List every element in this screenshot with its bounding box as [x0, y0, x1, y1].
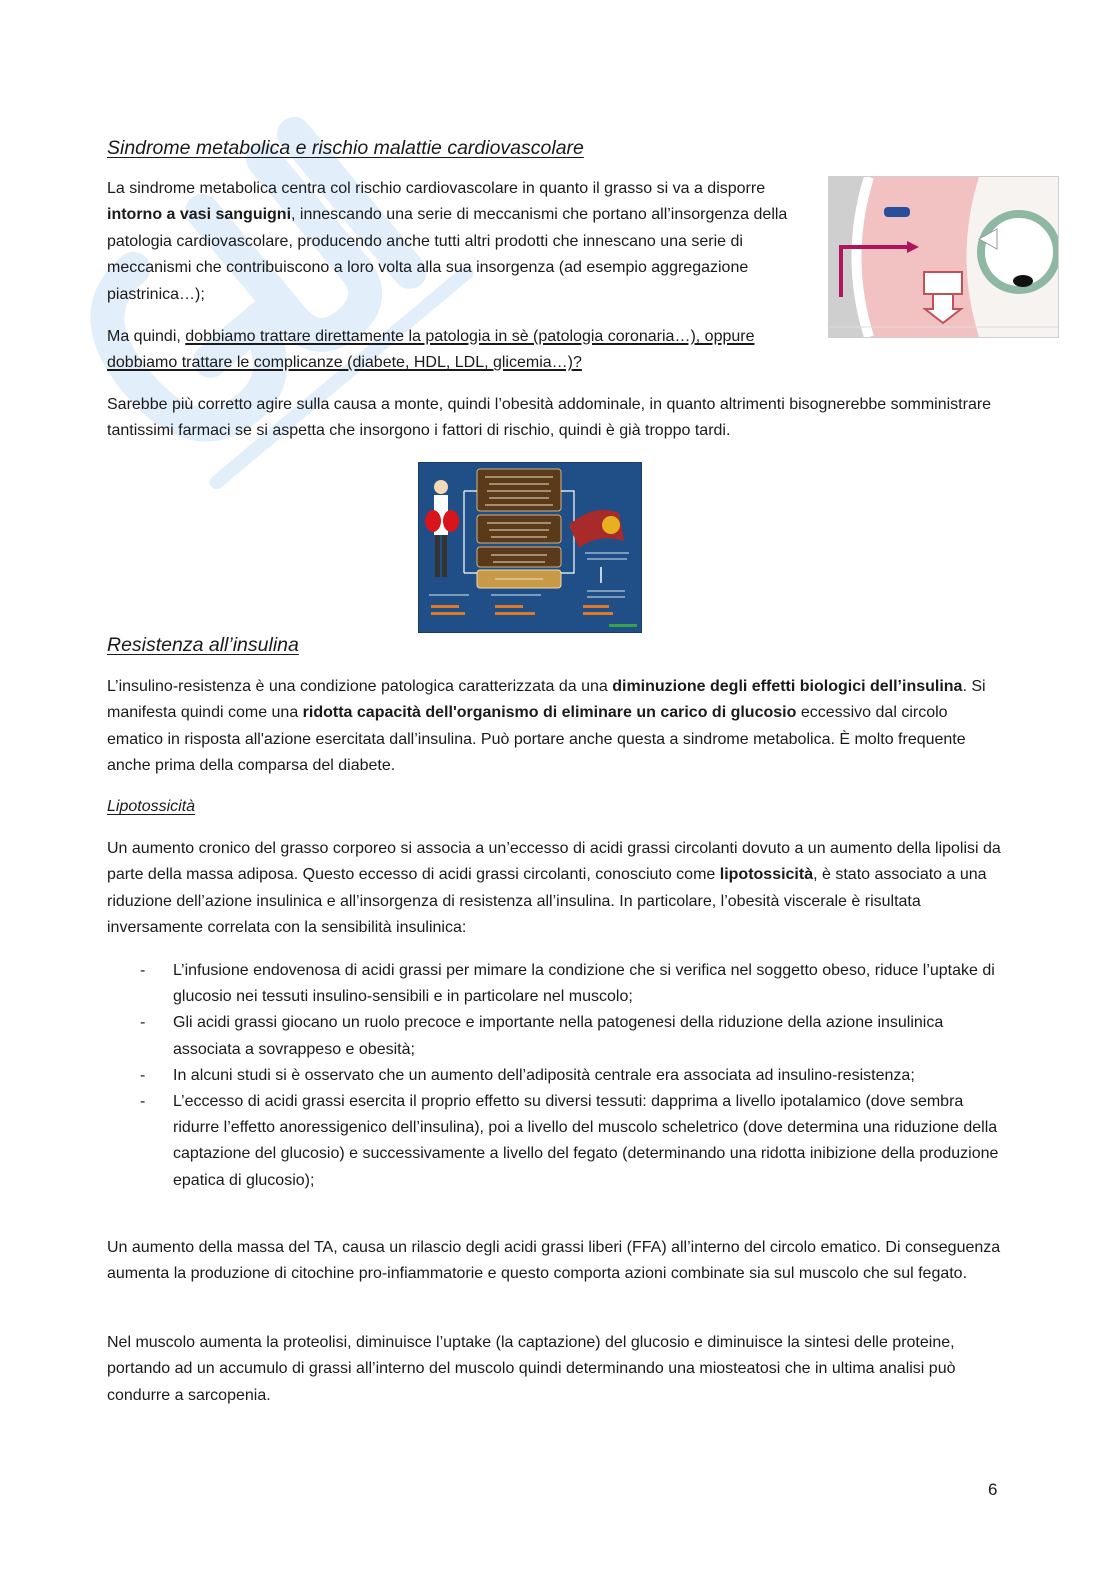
person-head-icon	[434, 480, 448, 494]
receptor-shape	[884, 207, 910, 217]
figure-risk-factors-diagram	[418, 462, 642, 633]
bullet-dash: -	[140, 962, 146, 979]
vessel-wall-area	[857, 177, 980, 337]
plaque-icon	[602, 516, 620, 534]
text-run: . Si manifesta quindi come una	[107, 678, 986, 722]
list-item-text: Gli acidi grassi giocano un ruolo precoce e importante nella patogenesi della riduzione della azione insulinica associata a sovrappeso e obesità;	[173, 1014, 944, 1058]
visceral-fat-icon	[443, 510, 459, 532]
paragraph-insulin-resistance	[107, 674, 1007, 780]
person-leg-icon	[435, 535, 440, 577]
bold-text: diminuzione degli effetti biologici dell’insulina	[612, 678, 963, 695]
list-item-text: L’infusione endovenosa di acidi grassi per mimare la condizione che si verifica nel soggetto obeso, riduce l’uptake di glucosio nei tessuti insulino-sensibili e in particolare nel muscolo;	[173, 962, 995, 1006]
text-run: , innescando una serie di meccanismi che portano all’insorgenza della patologia cardiovascolare, producendo anche tutti altri prodotti che innescano una serie di meccanismi che contribuiscono a loro volta alla sua insorgenza (ad esempio aggregazione piastrinica…);	[107, 206, 788, 303]
figure-vessel-diagram	[828, 176, 1059, 338]
visceral-fat-icon	[425, 510, 441, 532]
paragraph-abdominal-obesity: Sarebbe più corretto agire sulla causa a monte, quindi l’obesità addominale, in quanto altrimenti bisognerebbe somministrare tantissimi farmaci se si aspetta che insorgono i fattori di rischio, quindi è già troppo tardi.	[107, 396, 992, 440]
underlined-text: dobbiamo trattare direttamente la patologia in sè (patologia coronaria…), oppure dobbiamo trattare le complicanze (diabete, HDL, LDL, glicemia…)?	[107, 328, 755, 372]
bullet-dash: -	[140, 1066, 146, 1084]
paragraph-lipotoxicity	[107, 836, 1007, 942]
box-shape	[924, 272, 962, 294]
risk-box	[477, 515, 561, 543]
list-item	[107, 958, 1002, 1010]
bold-text: lipotossicità	[719, 866, 814, 884]
paragraph-metabolic-intro	[107, 176, 812, 308]
section-heading-insulin-resistance: Resistenza all’insulina	[107, 634, 299, 656]
bullet-dash: -	[140, 1014, 146, 1032]
list-item-text: L’eccesso di acidi grassi esercita il proprio effetto su diversi tessuti: dapprima a livello ipotalamico (dove sembra ridurre l’effetto anoressigenico dell’insulina), poi a livello del muscolo scheletrico (dove determina una riduzione della captazione del glucosio) e successivamente a livello del fegato (determinando una ridotta inibizione della produzione epatica di glucosio);	[173, 1093, 999, 1189]
subsection-heading-lipotoxicity: Lipotossicità	[107, 798, 196, 815]
credit-mark	[609, 624, 637, 627]
text-run: Un aumento cronico del grasso corporeo si associa a un’eccesso di acidi grassi circolanti dovuto a un aumento della lipolisi da parte della massa adiposa. Questo eccesso di acidi grassi circolanti, conosciuto come	[107, 840, 1001, 884]
text-run: L’insulino-resistenza è una condizione patologica caratterizzata da una	[107, 678, 613, 695]
page-number: 6	[988, 1480, 998, 1499]
text-run: , è stato associato a una riduzione dell’azione insulinica e all’insorgenza di resistenza all’insulina. In particolare, l’obesità viscerale è risultata inversamente correlata con la sensibilità insulinica:	[107, 866, 987, 937]
text-run: Ma quindi,	[107, 328, 186, 345]
paragraph-question	[107, 324, 812, 377]
list-item	[107, 1063, 1002, 1089]
paragraph-ffa-release: Un aumento della massa del TA, causa un rilascio degli acidi grassi liberi (FFA) all’interno del circolo ematico. Di conseguenza aumenta la produzione di citochine pro-infiammatorie e questo comporta azioni combinate sia sul muscolo che sul fegato.	[107, 1239, 1001, 1283]
person-leg-icon	[442, 535, 447, 577]
section-heading-metabolic-syndrome: Sindrome metabolica e rischio malattie cardiovascolare	[107, 137, 584, 159]
text-run: eccessivo dal circolo ematico in risposta all'azione esercitata dall’insulina. Può portare anche questa a sindrome metabolica. È molto frequente anche prima della comparsa del diabete.	[107, 704, 966, 775]
bullet-dash: -	[140, 1093, 146, 1111]
list-item	[107, 1010, 1002, 1062]
text-run: La sindrome metabolica centra col rischio cardiovascolare in quanto il grasso si va a disporre	[107, 180, 766, 197]
list-item-text: In alcuni studi si è osservato che un aumento dell’adiposità centrale era associata ad insulino-resistenza;	[173, 1066, 915, 1084]
bold-text: intorno a vasi sanguigni	[107, 206, 292, 224]
bold-text: ridotta capacità dell'organismo di eliminare un carico di glucosio	[302, 704, 797, 722]
paragraph-muscle-effects: Nel muscolo aumenta la proteolisi, diminuisce l’uptake (la captazione) del glucosio e diminuisce la sintesi delle proteine, portando ad un accumulo di grassi all’interno del muscolo quindi determinando una miosteatosi che in ultima analisi può condurre a sarcopenia.	[107, 1334, 956, 1404]
risk-box	[477, 547, 561, 567]
cell-nucleus	[1013, 275, 1033, 287]
bullet-list	[107, 958, 1002, 1194]
list-item	[107, 1089, 1002, 1194]
